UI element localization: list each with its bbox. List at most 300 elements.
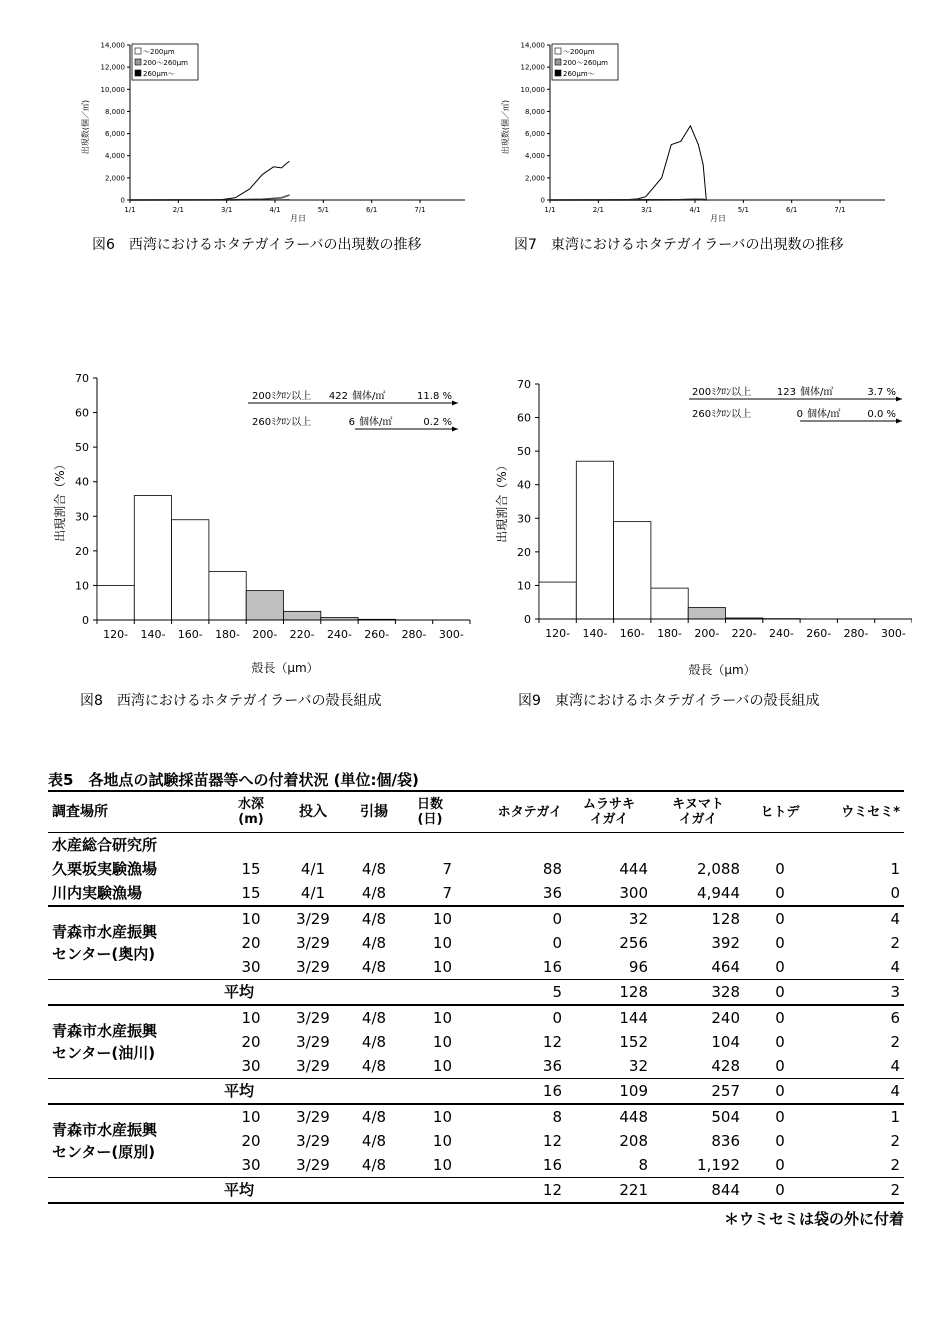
cell-days: 10 (432, 934, 452, 952)
fig6-legend-label: 260μm～ (143, 70, 175, 78)
fig6-xtick-label: 2/1 (172, 206, 184, 214)
empty-cell (282, 833, 344, 858)
cell-days: 10 (432, 1033, 452, 1051)
cell-hotate: 16 (542, 1156, 562, 1174)
cell-days: 7 (442, 860, 452, 878)
average-label: 平均 (224, 1082, 255, 1100)
fig7-ytick-label: 10,000 (520, 85, 545, 94)
empty-cell (344, 1079, 404, 1105)
fig8-bar (97, 585, 134, 620)
fig6-ytick-label: 8,000 (104, 107, 125, 116)
location-name-line: センター(油川) (52, 1044, 156, 1062)
avg-hitode: 0 (775, 1181, 785, 1199)
cell-hotate: 36 (542, 884, 562, 902)
fig9-ytick-label: 50 (517, 445, 531, 459)
fig8-xtick-label: 180- (215, 628, 241, 641)
avg-murasaki: 128 (619, 983, 648, 1001)
fig9-annotation-arrowhead (896, 397, 902, 402)
fig9-annotation-percent: 3.7 % (867, 387, 896, 398)
fig6-ytick-label: 4,000 (104, 152, 125, 161)
location-name (48, 1104, 220, 1178)
fig8-xtick-label: 300- (438, 628, 464, 641)
fig6-ytick-label: 2,000 (104, 174, 125, 183)
header-depth-label: 水深 (237, 797, 264, 812)
header-hotate: ホタテガイ (497, 804, 562, 820)
fig6-xtick-label: 3/1 (221, 206, 233, 214)
avg-hotate: 16 (542, 1082, 562, 1100)
table5-title: 表5 各地点の試験採苗器等への付着状況 (単位:個/袋) (48, 771, 419, 789)
cell-put-in: 3/29 (296, 934, 330, 952)
cell-depth: 10 (241, 910, 261, 928)
cell-umisemi: 1 (890, 1108, 900, 1126)
fig9-ytick-label: 40 (517, 478, 531, 492)
fig6-xlabel: 月日 (290, 214, 306, 223)
cell-depth: 10 (241, 1108, 261, 1126)
fig8-bar (172, 520, 209, 620)
fig9-ytick-label: 0 (524, 613, 531, 626)
average-label: 平均 (224, 983, 255, 1001)
cell-pulled: 4/8 (361, 1057, 387, 1075)
cell-kinumato: 464 (711, 958, 740, 976)
fig8-ylabel: 出現割合（%） (53, 458, 67, 542)
average-row (48, 1079, 904, 1105)
cell-murasaki: 32 (628, 1057, 648, 1075)
cell-days: 10 (432, 1156, 452, 1174)
header-location: 調査場所 (52, 803, 108, 820)
fig7-ytick-label: 4,000 (524, 152, 545, 161)
cell-murasaki: 96 (628, 958, 648, 976)
fig8-annotation-unit: 個体/㎡ (359, 417, 393, 428)
cell-depth: 30 (241, 1156, 261, 1174)
fig8-xtick-label: 260- (364, 628, 390, 641)
fig7-xtick-label: 2/1 (592, 206, 604, 214)
cell-umisemi: 4 (890, 910, 900, 928)
fig8-annotation-label: 200ﾐｸﾛﾝ以上 (252, 391, 312, 402)
cell-depth: 15 (241, 884, 261, 902)
cell-depth: 20 (241, 1033, 261, 1051)
table5-grid (48, 790, 904, 1204)
header-murasaki-1: ムラサキ (582, 797, 635, 812)
location-name (48, 1005, 220, 1079)
fig9-xtick-label: 280- (843, 627, 869, 640)
fig8-xtick-label: 200- (252, 628, 278, 641)
cell-hitode: 0 (775, 1009, 785, 1027)
fig7-series-line (550, 126, 706, 200)
cell-umisemi: 0 (890, 884, 900, 902)
empty-cell (404, 1178, 456, 1204)
fig8-annotation-arrowhead (452, 427, 458, 432)
fig8-annotation-arrowhead (452, 401, 458, 406)
table-row (48, 1005, 904, 1030)
header-umisemi: ウミセミ* (841, 804, 900, 820)
cell-hitode: 0 (775, 1156, 785, 1174)
fig8-annotation-percent: 0.2 % (423, 417, 452, 428)
cell-pulled: 4/8 (361, 958, 387, 976)
header-days-label: 日数 (416, 797, 443, 812)
avg-kinumato: 844 (711, 1181, 740, 1199)
empty-cell (404, 1079, 456, 1105)
location-name: 川内実験漁場 (52, 884, 143, 902)
avg-hotate: 12 (542, 1181, 562, 1199)
header-murasaki-2: イガイ (589, 812, 629, 827)
empty-cell (456, 833, 566, 858)
fig8-bar (246, 591, 283, 620)
cell-depth: 10 (241, 1009, 261, 1027)
cell-pulled: 4/8 (361, 910, 387, 928)
cell-hitode: 0 (775, 910, 785, 928)
cell-umisemi: 6 (890, 1009, 900, 1027)
fig6-xtick-label: 5/1 (317, 206, 329, 214)
cell-days: 10 (432, 910, 452, 928)
fig8-ytick-label: 70 (75, 372, 89, 385)
fig7-xlabel: 月日 (710, 214, 726, 223)
cell-murasaki: 152 (619, 1033, 648, 1051)
cell-depth: 30 (241, 958, 261, 976)
cell-umisemi: 4 (890, 958, 900, 976)
cell-kinumato: 4,944 (697, 884, 740, 902)
cell-hitode: 0 (775, 860, 785, 878)
fig6-ytick-label: 6,000 (104, 130, 125, 139)
fig6-series-line (130, 195, 290, 200)
avg-murasaki: 221 (619, 1181, 648, 1199)
location-name-line: 青森市水産振興 (52, 923, 158, 941)
cell-put-in: 3/29 (296, 958, 330, 976)
fig7-xtick-label: 5/1 (737, 206, 749, 214)
location-name-line: センター(原別) (52, 1143, 156, 1161)
cell-put-in: 3/29 (296, 1009, 330, 1027)
fig7-legend-label: 260μm～ (563, 70, 595, 78)
header-depth (220, 791, 282, 833)
fig9-xtick-label: 120- (545, 627, 571, 640)
cell-hotate: 36 (542, 1057, 562, 1075)
header-kinumato (652, 791, 744, 833)
fig8-bar-chart (50, 370, 480, 682)
fig9-ytick-label: 70 (517, 378, 531, 391)
header-days (404, 791, 456, 833)
cell-umisemi: 2 (890, 934, 900, 952)
cell-pulled: 4/8 (361, 1132, 387, 1150)
fig8-annotation-label: 260ﾐｸﾛﾝ以上 (252, 417, 312, 428)
empty-cell (282, 1178, 344, 1204)
avg-hotate: 5 (552, 983, 562, 1001)
cell-depth: 20 (241, 1132, 261, 1150)
fig9-xtick-label: 220- (731, 627, 757, 640)
fig8-bar (284, 611, 321, 620)
fig8-ytick-label: 40 (75, 475, 89, 489)
cell-hotate: 0 (552, 910, 562, 928)
avg-kinumato: 328 (711, 983, 740, 1001)
cell-murasaki: 8 (638, 1156, 648, 1174)
cell-kinumato: 428 (711, 1057, 740, 1075)
cell-kinumato: 104 (711, 1033, 740, 1051)
fig9-xtick-label: 240- (768, 627, 794, 640)
fig8-xlabel: 殻長（μm） (251, 661, 319, 675)
avg-umisemi: 4 (890, 1082, 900, 1100)
cell-umisemi: 2 (890, 1132, 900, 1150)
empty-cell (48, 1079, 220, 1105)
table-row (48, 857, 904, 881)
fig8-ytick-label: 30 (75, 510, 89, 524)
fig9-annotation-label: 260ﾐｸﾛﾝ以上 (692, 409, 752, 420)
cell-pulled: 4/8 (361, 860, 387, 878)
avg-hitode: 0 (775, 983, 785, 1001)
fig6-legend-swatch (135, 70, 141, 76)
fig9-xtick-label: 180- (657, 627, 683, 640)
fig9-xtick-label: 140- (582, 627, 608, 640)
fig6-ytick-label: 14,000 (100, 41, 125, 50)
fig7-ytick-label: 8,000 (524, 107, 545, 116)
cell-umisemi: 4 (890, 1057, 900, 1075)
fig7-legend-label: ～200μm (563, 48, 595, 56)
fig9-ytick-label: 20 (517, 545, 531, 559)
fig6-xtick-label: 4/1 (269, 206, 281, 214)
cell-hotate: 0 (552, 934, 562, 952)
fig9-xtick-label: 200- (694, 627, 720, 640)
empty-cell (744, 833, 816, 858)
fig7-line-chart (480, 35, 900, 230)
cell-put-in: 4/1 (300, 860, 326, 878)
cell-hitode: 0 (775, 1033, 785, 1051)
cell-depth: 15 (241, 860, 261, 878)
fig7-xtick-label: 6/1 (786, 206, 798, 214)
cell-pulled: 4/8 (361, 1009, 387, 1027)
avg-kinumato: 257 (711, 1082, 740, 1100)
table5-note: ＊ウミセミは袋の外に付着 (723, 1210, 904, 1228)
fig7-xtick-label: 4/1 (689, 206, 701, 214)
fig6-legend-swatch (135, 59, 141, 65)
fig8-annotation-percent: 11.8 % (417, 391, 452, 402)
cell-kinumato: 836 (711, 1132, 740, 1150)
average-label: 平均 (224, 1181, 255, 1199)
fig8-ytick-label: 20 (75, 544, 89, 558)
location-name-line: センター(奥内) (52, 945, 156, 963)
fig7-legend-swatch (555, 48, 561, 54)
fig8-ytick-label: 10 (75, 579, 89, 593)
cell-days: 10 (432, 1057, 452, 1075)
avg-hitode: 0 (775, 1082, 785, 1100)
fig7-xtick-label: 7/1 (834, 206, 846, 214)
empty-cell (282, 1079, 344, 1105)
fig7-xtick-label: 1/1 (544, 206, 556, 214)
cell-days: 10 (432, 958, 452, 976)
location-name (48, 906, 220, 980)
fig9-bar (688, 608, 725, 619)
header-kinumato-1: キヌマト (672, 797, 724, 812)
cell-kinumato: 2,088 (697, 860, 740, 878)
cell-kinumato: 504 (711, 1108, 740, 1126)
fig6-ytick-label: 0 (120, 196, 125, 205)
location-name: 水産総合研究所 (52, 836, 158, 854)
cell-pulled: 4/8 (361, 1033, 387, 1051)
fig8-bar (134, 496, 171, 620)
cell-umisemi: 2 (890, 1033, 900, 1051)
cell-hitode: 0 (775, 1108, 785, 1126)
fig9-bar (614, 522, 651, 619)
empty-cell (652, 833, 744, 858)
fig9-ylabel: 出現割合（%） (495, 459, 509, 543)
cell-pulled: 4/8 (361, 934, 387, 952)
fig9-bar (576, 461, 613, 619)
fig9-xtick-label: 260- (806, 627, 832, 640)
header-hitode: ヒトデ (760, 804, 800, 820)
fig6-legend-label: ～200μm (143, 48, 175, 56)
fig9-bar (539, 582, 576, 619)
cell-hitode: 0 (775, 1132, 785, 1150)
cell-depth: 20 (241, 934, 261, 952)
fig9-caption: 図9 東湾におけるホタテガイラーバの殻長組成 (518, 693, 820, 709)
header-pulled: 引揚 (360, 803, 388, 820)
empty-cell (48, 1178, 220, 1204)
cell-murasaki: 256 (619, 934, 648, 952)
cell-pulled: 4/8 (361, 1156, 387, 1174)
empty-cell (404, 833, 456, 858)
fig6-xtick-label: 6/1 (366, 206, 378, 214)
fig9-annotation-count: 123 (776, 387, 796, 398)
fig7-ylabel: 出現数(個／㎥) (501, 99, 510, 155)
fig7-legend-swatch (555, 59, 561, 65)
cell-hotate: 16 (542, 958, 562, 976)
fig7-xtick-label: 3/1 (641, 206, 653, 214)
fig8-ytick-label: 0 (82, 614, 89, 627)
fig9-ytick-label: 30 (517, 512, 531, 526)
fig8-annotation-count: 422 (328, 391, 348, 402)
fig8-ytick-label: 60 (75, 406, 89, 420)
fig7-ytick-label: 6,000 (524, 130, 545, 139)
cell-put-in: 3/29 (296, 1057, 330, 1075)
fig8-xtick-label: 140- (140, 628, 166, 641)
cell-umisemi: 2 (890, 1156, 900, 1174)
average-row (48, 980, 904, 1006)
cell-kinumato: 128 (711, 910, 740, 928)
cell-depth: 30 (241, 1057, 261, 1075)
empty-cell (48, 980, 220, 1006)
location-name-line: 青森市水産振興 (52, 1121, 158, 1139)
table-row (48, 1104, 904, 1129)
fig8-xtick-label: 160- (177, 628, 203, 641)
fig8-ytick-label: 50 (75, 441, 89, 455)
empty-cell (344, 833, 404, 858)
cell-put-in: 3/29 (296, 1156, 330, 1174)
cell-murasaki: 144 (619, 1009, 648, 1027)
fig9-annotation-arrowhead (896, 419, 902, 424)
fig6-ytick-label: 12,000 (100, 63, 125, 72)
fig8-caption: 図8 西湾におけるホタテガイラーバの殻長組成 (80, 693, 382, 709)
cell-hotate: 88 (542, 860, 562, 878)
fig6-ytick-label: 10,000 (100, 85, 125, 94)
cell-pulled: 4/8 (361, 1108, 387, 1126)
cell-hitode: 0 (775, 884, 785, 902)
cell-hitode: 0 (775, 1057, 785, 1075)
cell-murasaki: 32 (628, 910, 648, 928)
fig8-annotation-count: 6 (348, 417, 355, 428)
fig8-xtick-label: 240- (326, 628, 352, 641)
cell-days: 10 (432, 1108, 452, 1126)
fig6-legend-label: 200～260μm (143, 59, 188, 67)
cell-put-in: 3/29 (296, 1132, 330, 1150)
location-name: 久栗坂実験漁場 (52, 860, 158, 878)
fig6-ylabel: 出現数(個／㎥) (81, 99, 90, 155)
fig9-annotation-percent: 0.0 % (867, 409, 896, 420)
header-days-unit: (日) (417, 812, 443, 827)
average-row (48, 1178, 904, 1204)
cell-hotate: 8 (552, 1108, 562, 1126)
fig9-bar-chart (492, 376, 912, 682)
fig7-legend-label: 200～260μm (563, 59, 608, 67)
fig6-line-chart (60, 35, 480, 230)
empty-cell (282, 980, 344, 1006)
header-murasaki (566, 791, 652, 833)
fig9-xtick-label: 160- (619, 627, 645, 640)
fig6-series-line (130, 161, 290, 200)
cell-kinumato: 240 (711, 1009, 740, 1027)
fig7-ytick-label: 2,000 (524, 174, 545, 183)
fig9-ytick-label: 60 (517, 411, 531, 425)
fig9-annotation-label: 200ﾐｸﾛﾝ以上 (692, 387, 752, 398)
empty-cell (220, 833, 282, 858)
fig8-bar (209, 572, 246, 620)
fig6-xtick-label: 1/1 (124, 206, 136, 214)
cell-hitode: 0 (775, 934, 785, 952)
cell-murasaki: 448 (619, 1108, 648, 1126)
fig8-annotation-unit: 個体/㎡ (352, 391, 386, 402)
table-row (48, 906, 904, 931)
cell-murasaki: 300 (619, 884, 648, 902)
fig9-annotation-unit: 個体/㎡ (800, 387, 834, 398)
avg-umisemi: 2 (890, 1181, 900, 1199)
fig9-ytick-label: 10 (517, 579, 531, 593)
avg-umisemi: 3 (890, 983, 900, 1001)
cell-hotate: 12 (542, 1033, 562, 1051)
header-kinumato-2: イガイ (678, 812, 718, 827)
fig6-xtick-label: 7/1 (414, 206, 426, 214)
cell-put-in: 4/1 (300, 884, 326, 902)
table-row (48, 881, 904, 906)
empty-cell (344, 980, 404, 1006)
cell-put-in: 3/29 (296, 910, 330, 928)
cell-put-in: 3/29 (296, 1108, 330, 1126)
cell-days: 7 (442, 884, 452, 902)
fig9-bar (651, 588, 688, 619)
cell-hitode: 0 (775, 958, 785, 976)
fig7-caption: 図7 東湾におけるホタテガイラーバの出現数の推移 (514, 237, 844, 253)
cell-put-in: 3/29 (296, 1033, 330, 1051)
empty-cell (566, 833, 652, 858)
fig8-xtick-label: 280- (401, 628, 427, 641)
avg-murasaki: 109 (619, 1082, 648, 1100)
fig8-xtick-label: 220- (289, 628, 315, 641)
fig6-caption: 図6 西湾におけるホタテガイラーバの出現数の推移 (92, 237, 422, 253)
fig9-xtick-label: 300- (880, 627, 906, 640)
fig7-ytick-label: 12,000 (520, 63, 545, 72)
fig7-legend-swatch (555, 70, 561, 76)
cell-murasaki: 208 (619, 1132, 648, 1150)
empty-cell (404, 980, 456, 1006)
cell-umisemi: 1 (890, 860, 900, 878)
fig6-legend-swatch (135, 48, 141, 54)
empty-cell (816, 833, 904, 858)
cell-kinumato: 392 (711, 934, 740, 952)
fig9-xlabel: 殻長（μm） (688, 663, 756, 677)
cell-days: 10 (432, 1009, 452, 1027)
cell-days: 10 (432, 1132, 452, 1150)
fig9-annotation-unit: 個体/㎡ (807, 409, 841, 420)
cell-kinumato: 1,192 (697, 1156, 740, 1174)
header-depth-unit: (m) (238, 812, 264, 827)
fig7-ytick-label: 0 (540, 196, 545, 205)
cell-pulled: 4/8 (361, 884, 387, 902)
table-row (48, 833, 904, 858)
cell-hotate: 12 (542, 1132, 562, 1150)
